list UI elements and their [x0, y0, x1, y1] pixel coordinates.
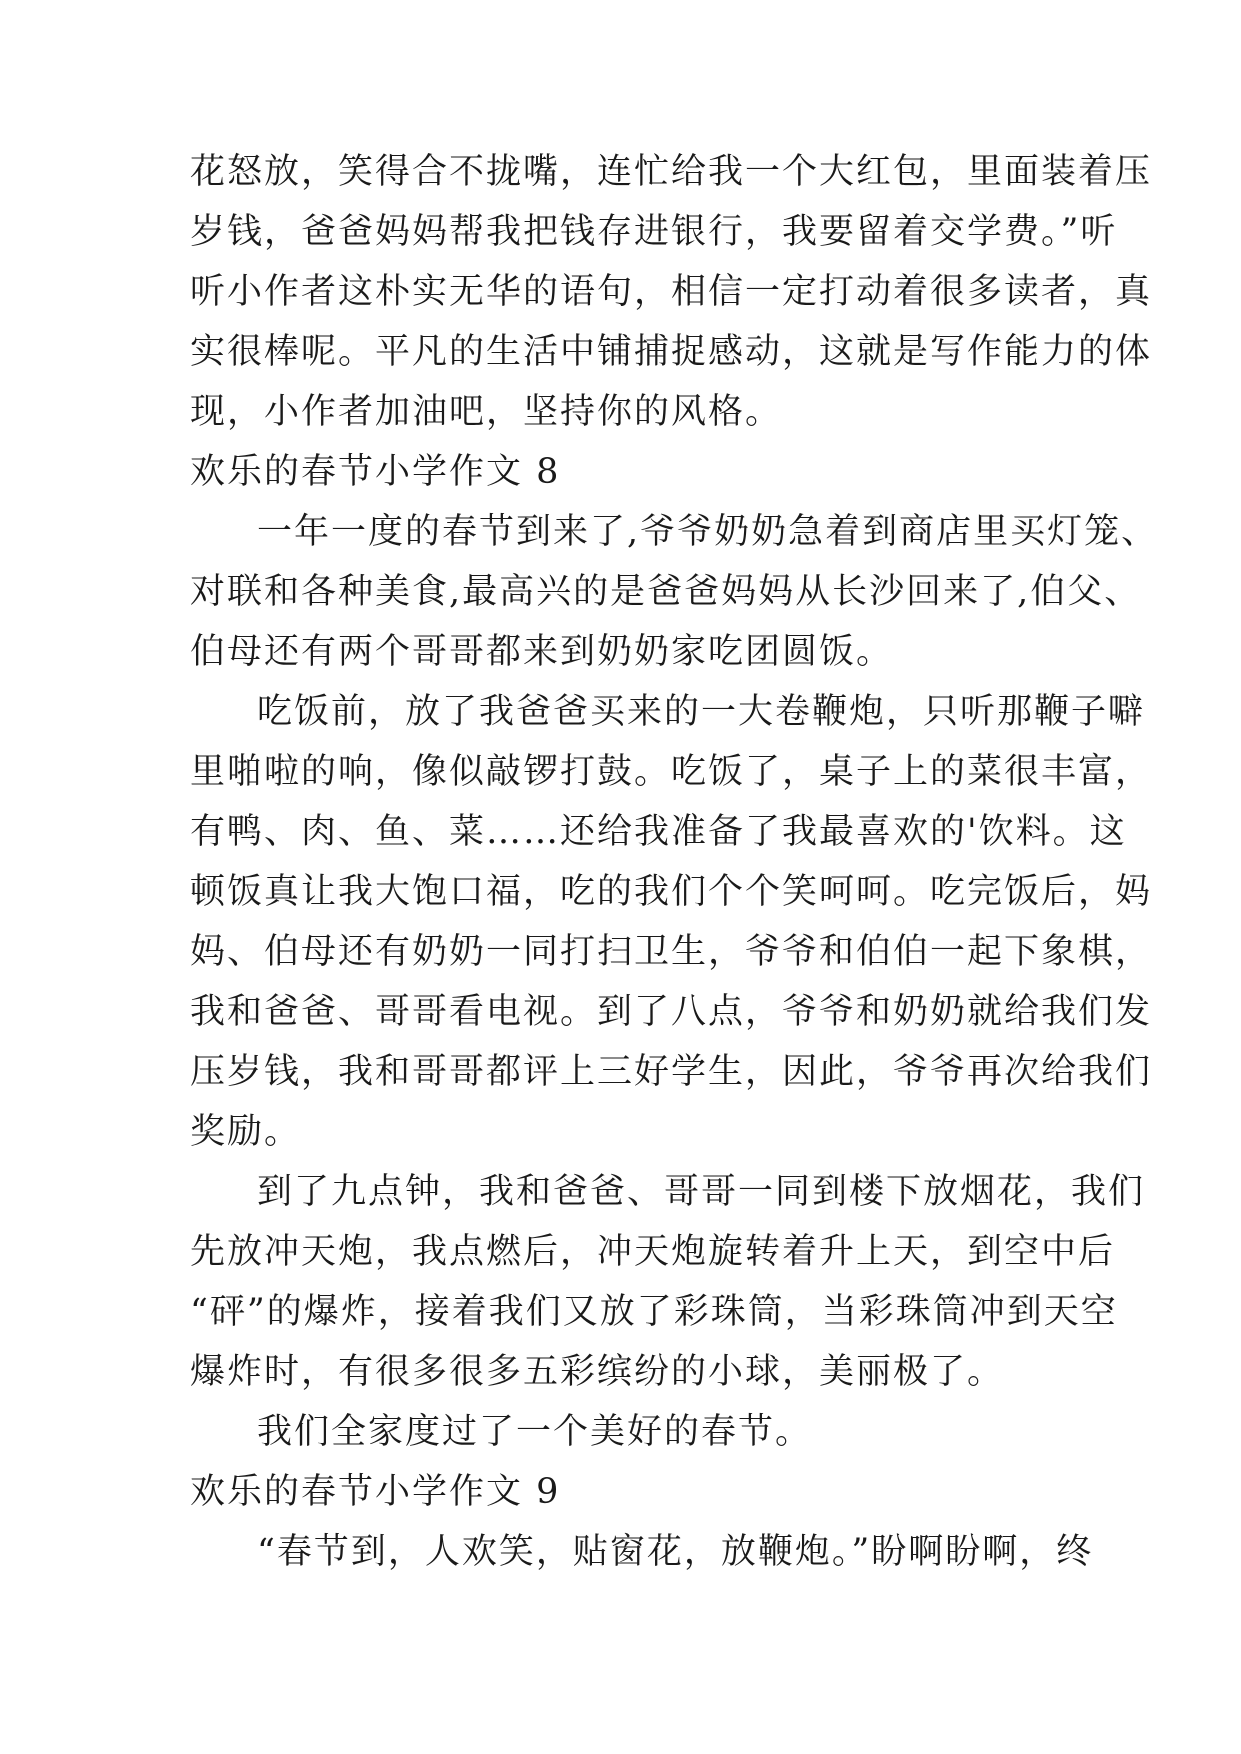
paragraph-first-line: 到了九点钟，我和爸爸、哥哥一同到楼下放烟花，我们	[257, 1172, 1146, 1212]
paragraph-first-line: 我们全家度过了一个美好的春节。	[257, 1412, 813, 1452]
paragraph-first-line: 一年一度的春节到来了,爷爷奶奶急着到商店里买灯笼、	[257, 512, 1159, 552]
text-line: 对联和各种美食,最高兴的是爸爸妈妈从长沙回来了,伯父、	[190, 572, 1142, 612]
text-line: 听小作者这朴实无华的语句，相信一定打动着很多读者，真	[190, 272, 1153, 312]
text-line: 有鸭、肉、鱼、菜……还给我准备了我最喜欢的'饮料。这	[190, 812, 1127, 852]
section-heading: 欢乐的春节小学作文 8	[190, 452, 561, 492]
text-line: 我和爸爸、哥哥看电视。到了八点，爷爷和奶奶就给我们发	[190, 992, 1153, 1032]
text-line: 岁钱，爸爸妈妈帮我把钱存进银行，我要留着交学费。”听	[190, 212, 1118, 252]
text-line: 先放冲天炮，我点燃后，冲天炮旋转着升上天，到空中后	[190, 1232, 1116, 1272]
section-heading: 欢乐的春节小学作文 9	[190, 1472, 561, 1512]
text-line: 花怒放，笑得合不拢嘴，连忙给我一个大红包，里面装着压	[190, 152, 1153, 192]
text-line: 爆炸时，有很多很多五彩缤纷的小球，美丽极了。	[190, 1352, 1005, 1392]
paragraph-first-line: 吃饭前，放了我爸爸买来的一大卷鞭炮，只听那鞭子噼	[257, 692, 1146, 732]
text-line: 顿饭真让我大饱口福，吃的我们个个笑呵呵。吃完饭后，妈	[190, 872, 1153, 912]
text-line: 奖励。	[190, 1112, 302, 1152]
text-line: “砰”的爆炸，接着我们又放了彩珠筒，当彩珠筒冲到天空	[190, 1292, 1118, 1332]
text-line: 现，小作者加油吧，坚持你的风格。	[190, 392, 783, 432]
paragraph-first-line: “春节到，人欢笑，贴窗花，放鞭炮。”盼啊盼啊，终	[257, 1532, 1094, 1572]
text-line: 里啪啦的响，像似敲锣打鼓。吃饭了，桌子上的菜很丰富，	[190, 752, 1153, 792]
text-line: 妈、伯母还有奶奶一同打扫卫生，爷爷和伯伯一起下象棋，	[190, 932, 1153, 972]
text-line: 实很棒呢。平凡的生活中铺捕捉感动，这就是写作能力的体	[190, 332, 1153, 372]
text-line: 压岁钱，我和哥哥都评上三好学生，因此，爷爷再次给我们	[190, 1052, 1153, 1092]
text-line: 伯母还有两个哥哥都来到奶奶家吃团圆饭。	[190, 632, 894, 672]
